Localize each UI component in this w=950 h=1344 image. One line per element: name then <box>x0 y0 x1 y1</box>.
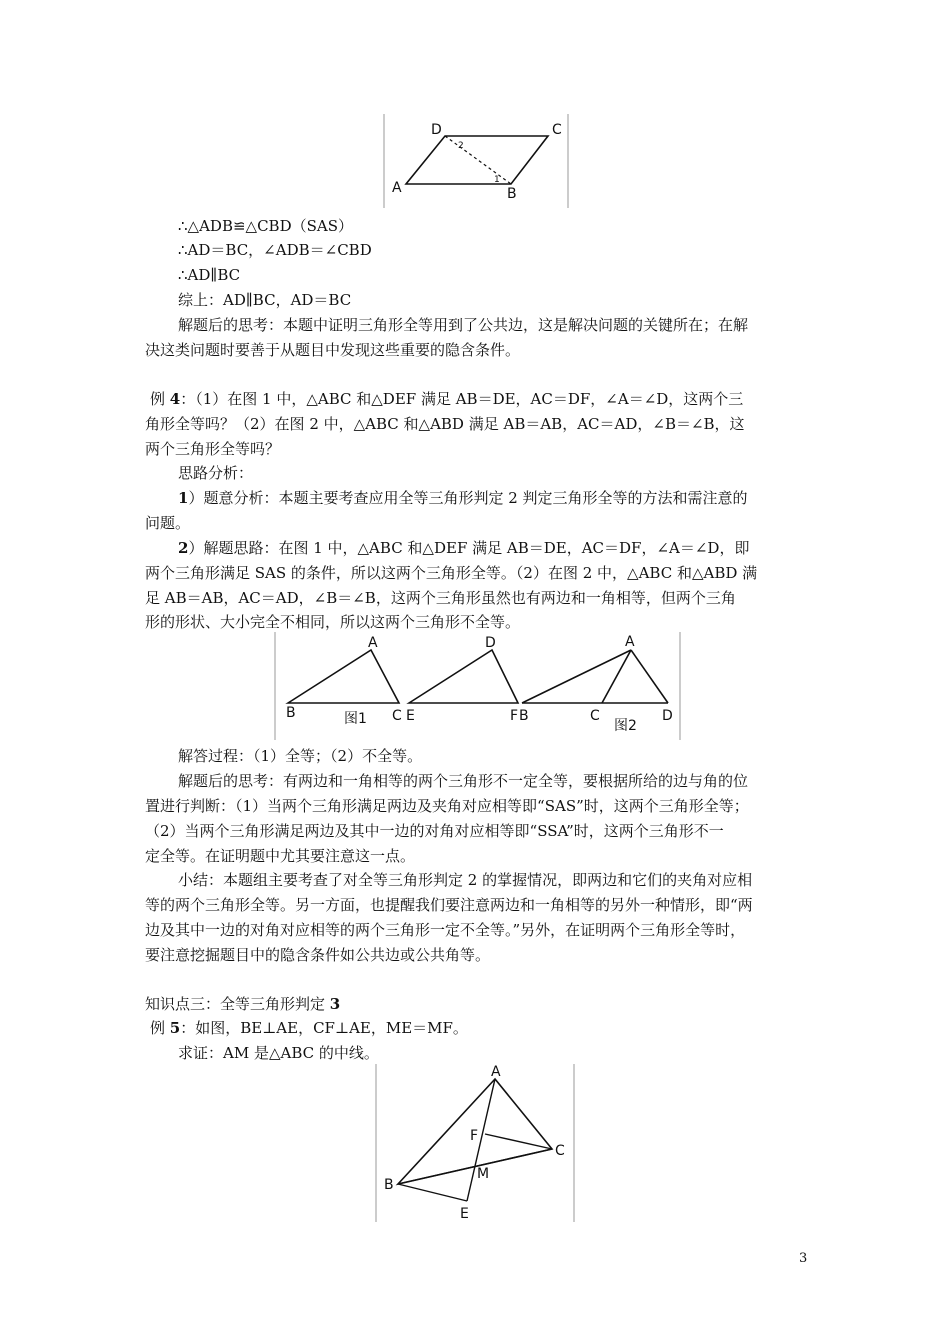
example-5-text: ：如图，BE⊥AE，CF⊥AE，ME＝MF。 <box>180 1019 468 1037</box>
analysis-point-2-line-1 <box>178 538 749 558</box>
fig1-label-e: E <box>406 708 415 724</box>
example-5-number: 5 <box>169 1019 181 1037</box>
summary-line-1: 小结：本题组主要考查了对全等三角形判定 2 的掌握情况，即两边和它们的夹角对应相 <box>178 871 753 889</box>
point-1-number: 1 <box>178 489 189 507</box>
example-5-line <box>150 1018 468 1038</box>
point-2-number: 2 <box>178 539 189 557</box>
section-3-title-text: 知识点三：全等三角形判定 <box>145 995 330 1013</box>
example-4-question-line-3: 两个三角形全等吗？ <box>145 440 281 458</box>
analysis-point-1-line-2: 问题。 <box>145 514 191 532</box>
example-4-q1: ：（1）在图 1 中，△ABC 和△DEF 满足 AB＝DE，AC＝DF，∠A＝∠D，这两个三 <box>180 390 744 408</box>
answer-line: 解答过程：（1）全等；（2）不全等。 <box>178 747 423 765</box>
reflection-1-line-1: 解题后的思考：本题中证明三角形全等用到了公共边，这是解决问题的关键所在；在解 <box>178 316 749 334</box>
example-4-question-line-1 <box>150 389 743 409</box>
analysis-point-2-line-3: 足 AB＝AB，AC＝AD，∠B＝∠B，这两个三角形虽然也有两边和一角相等，但两个三角 <box>145 589 736 607</box>
reflection-2-line-2: 置进行判断：（1）当两个三角形满足两边及夹角对应相等即“SAS”时，这两个三角形全等； <box>145 797 749 815</box>
parallelogram-figure <box>380 112 572 210</box>
reflection-2-line-4: 定全等。在证明题中尤其要注意这一点。 <box>145 847 416 865</box>
parallelogram-shape <box>406 136 548 184</box>
label-e: E <box>460 1206 469 1222</box>
page-number: 3 <box>799 1251 808 1266</box>
median-figure <box>372 1062 578 1224</box>
proof-line-3: ∴AD∥BC <box>178 266 241 284</box>
triangles-figure <box>272 630 684 742</box>
line-be <box>398 1184 467 1201</box>
label-angle-2: 2 <box>458 141 464 151</box>
fig1-label-c: C <box>392 708 402 724</box>
summary-line-2: 等的两个三角形全等。另一方面，也提醒我们要注意两边和一角相等的另外一种情形，即“两 <box>145 896 753 914</box>
label-m: M <box>477 1166 490 1182</box>
example-5-prefix: 例 <box>150 1019 170 1037</box>
label-a: A <box>392 180 402 196</box>
proof-line-4: 综上：AD∥BC，AD＝BC <box>178 291 352 309</box>
triangle-def-fig1 <box>409 650 518 703</box>
fig2-label-b: B <box>519 708 529 724</box>
fig1-caption: 图1 <box>344 711 367 727</box>
section-3-title-number: 3 <box>329 995 341 1013</box>
fig1-label-f: F <box>510 708 519 724</box>
analysis-point-2-line-2: 两个三角形满足 SAS 的条件，所以这两个三角形全等。（2）在图 2 中，△ABC 和△ABD 满 <box>145 564 758 582</box>
proof-line-1: ∴△ADB≌△CBD（SAS） <box>178 217 353 235</box>
fig2-side-ad <box>631 650 668 703</box>
summary-line-3: 边及其中一边的对角对应相等的两个三角形一定不全等。”另外，在证明两个三角形全等时， <box>145 921 746 939</box>
label-c: C <box>552 122 562 138</box>
analysis-title: 思路分析： <box>178 464 254 482</box>
reflection-2-line-3: （2）当两个三角形满足两边及其中一边的对角对应相等即“SSA”时，这两个三角形不一 <box>145 822 724 840</box>
point-1-text: ）题意分析：本题主要考查应用全等三角形判定 2 判定三角形全等的方法和需注意的 <box>188 489 748 507</box>
proof-line-2: ∴AD＝BC，∠ADB＝∠CBD <box>178 241 372 259</box>
triangle-abc-fig1 <box>288 650 399 703</box>
fig1-label-d: D <box>485 635 496 651</box>
fig1-label-a: A <box>368 635 378 651</box>
fig2-caption: 图2 <box>614 718 637 734</box>
label-b: B <box>507 186 517 202</box>
analysis-point-2-line-4: 形的形状、大小完全不相同，所以这两个三角形不全等。 <box>145 613 521 631</box>
prove-line: 求证：AM 是△ABC 的中线。 <box>178 1044 379 1062</box>
label-f: F <box>470 1128 479 1144</box>
reflection-2-line-1: 解题后的思考：有两边和一角相等的两个三角形不一定全等，要根据所给的边与角的位 <box>178 772 749 790</box>
label-angle-1: 1 <box>494 175 500 185</box>
reflection-1-line-2: 决这类问题时要善于从题目中发现这些重要的隐含条件。 <box>145 341 521 359</box>
point-2-text: ）解题思路：在图 1 中，△ABC 和△DEF 满足 AB＝DE，AC＝DF，∠A＝∠D，即 <box>188 539 750 557</box>
label-c: C <box>555 1143 565 1159</box>
fig2-label-c: C <box>590 708 600 724</box>
fig2-side-ac <box>602 650 631 703</box>
diagonal-bd <box>445 136 511 184</box>
summary-line-4: 要注意挖掘题目中的隐含条件如公共边或公共角等。 <box>145 946 491 964</box>
fig2-label-d: D <box>662 708 673 724</box>
analysis-point-1-line-1 <box>178 488 748 508</box>
section-3-title <box>145 994 340 1014</box>
example-4-prefix: 例 <box>150 390 170 408</box>
fig2-side-ba <box>522 650 631 703</box>
line-bm-extended <box>398 1149 552 1184</box>
example-4-number: 4 <box>169 390 181 408</box>
fig1-label-b: B <box>286 705 296 721</box>
label-b: B <box>384 1177 394 1193</box>
fig2-label-a: A <box>625 634 635 650</box>
label-d: D <box>431 122 442 138</box>
label-a: A <box>491 1064 501 1080</box>
example-4-question-line-2: 角形全等吗？（2）在图 2 中，△ABC 和△ABD 满足 AB＝AB，AC＝AD，∠B＝∠B，这 <box>145 415 745 433</box>
